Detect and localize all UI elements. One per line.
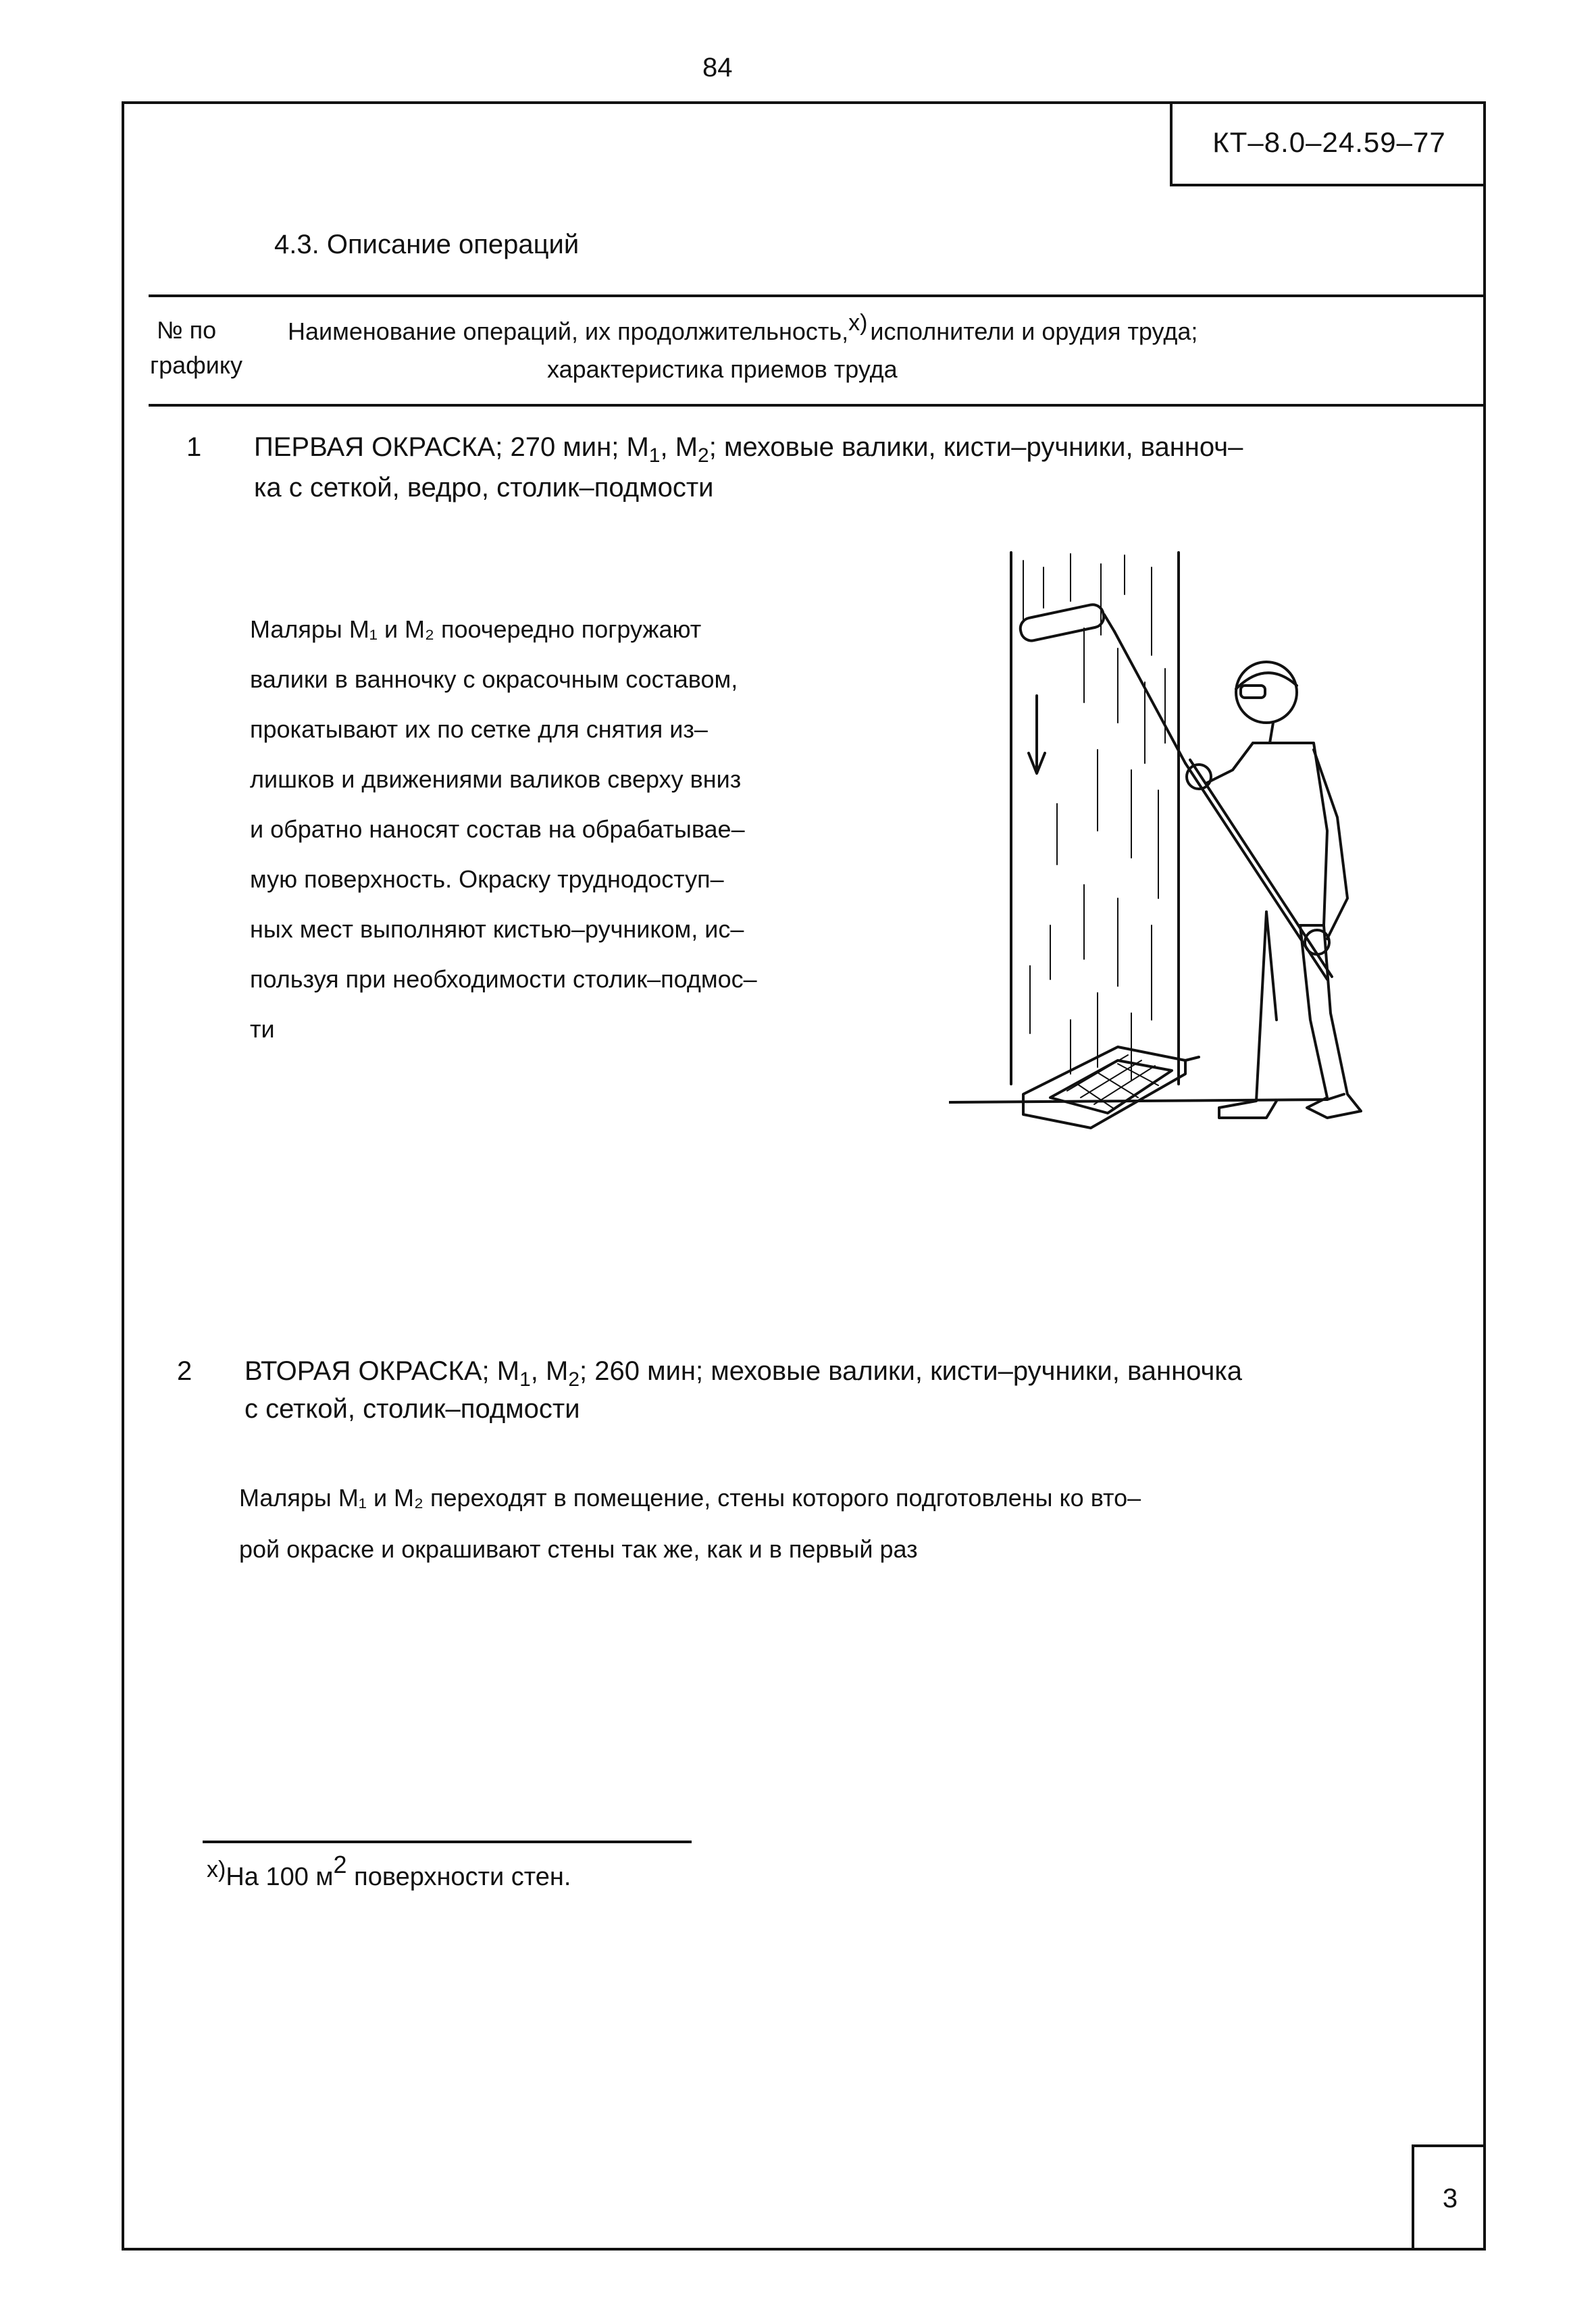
- sheet-number: 3: [1412, 2144, 1486, 2251]
- op1-sub1: 1: [648, 444, 661, 467]
- op2-heading-c: ; 260 мин; меховые валики, кисти–ручники, ванночка: [580, 1356, 1243, 1386]
- op1-desc-line: ных мест выполняют кистью–ручником, ис–: [250, 915, 744, 943]
- operation-2-description: [239, 1472, 1482, 1575]
- header-col1-line2: графику: [150, 351, 243, 379]
- op1-desc-line: Маляры М₁ и М₂ поочередно погружают: [250, 615, 702, 643]
- page-number: 84: [702, 53, 733, 82]
- operation-2-number: 2: [177, 1356, 192, 1386]
- operation-1-number: 1: [186, 432, 202, 462]
- operation-1-heading-line2: ка с сеткой, ведро, столик–подмости: [254, 473, 714, 503]
- footnote-text-a: На 100 м: [226, 1863, 334, 1891]
- op1-desc-line: прокатывают их по сетке для снятия из–: [250, 715, 708, 743]
- op2-sub1: 1: [519, 1368, 531, 1391]
- op2-sub2: 2: [568, 1368, 580, 1391]
- op2-heading-a: ВТОРАЯ ОКРАСКА; М: [244, 1356, 520, 1386]
- footnote-rule: [203, 1841, 692, 1843]
- op1-heading-b: , М: [660, 432, 698, 462]
- header-col1-line1: № по: [157, 316, 217, 344]
- header-footnote-mark: х): [848, 310, 868, 336]
- op1-desc-line: лишков и движениями валиков сверху вниз: [250, 765, 742, 793]
- header-col2-text-b: исполнители и орудия труда;: [870, 317, 1198, 345]
- operation-2-heading-line2: с сеткой, столик–подмости: [244, 1394, 580, 1424]
- header-col2-text: Наименование операций, их продолжительность,: [288, 317, 849, 345]
- operation-2-heading: [244, 1356, 1242, 1391]
- op1-desc-line: и обратно наносят состав на обрабатывае–: [250, 815, 745, 843]
- header-top-rule: [149, 294, 1483, 297]
- footnote: [207, 1851, 571, 1892]
- op1-heading-c: ; меховые валики, кисти–ручники, ванноч–: [709, 432, 1243, 462]
- op1-desc-line: пользуя при необходимости столик–подмос–: [250, 965, 757, 993]
- op2-heading-b: , М: [530, 1356, 569, 1386]
- header-bottom-rule: [149, 404, 1483, 407]
- op1-heading-a: ПЕРВАЯ ОКРАСКА; 270 мин; М: [254, 432, 649, 462]
- operation-1-description: [250, 605, 912, 1054]
- footnote-mark: х): [207, 1857, 226, 1882]
- document-code: КТ–8.0–24.59–77: [1170, 101, 1486, 186]
- footnote-sup: 2: [333, 1851, 347, 1878]
- op1-desc-line: мую поверхность. Окраску труднодоступ–: [250, 865, 724, 893]
- painter-illustration: [949, 547, 1489, 1182]
- op1-desc-line: ти: [250, 1015, 275, 1043]
- op1-desc-line: валики в ванночку с окрасочным составом,: [250, 665, 738, 693]
- op1-sub2: 2: [698, 444, 709, 467]
- header-col2-line1: [288, 310, 1198, 346]
- footnote-text-b: поверхности стен.: [346, 1863, 571, 1891]
- op2-desc-line: рой окраске и окрашивают стены так же, как и в первый раз: [239, 1535, 918, 1563]
- section-title: 4.3. Описание операций: [274, 230, 580, 259]
- operation-1-heading: [254, 432, 1243, 467]
- header-col2-line2: характеристика приемов труда: [547, 355, 898, 383]
- op2-desc-line: Маляры М₁ и М₂ переходят в помещение, стены которого подготовлены ко вто–: [239, 1484, 1141, 1512]
